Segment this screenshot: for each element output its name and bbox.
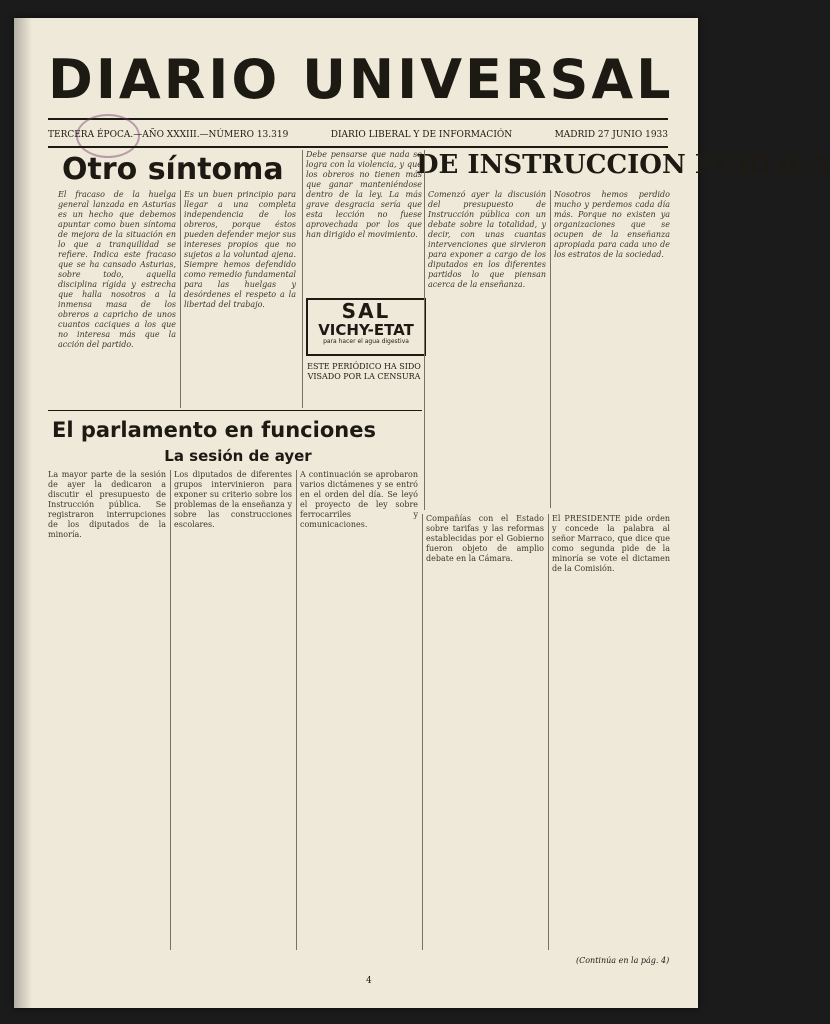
column-divider bbox=[548, 514, 549, 950]
paper-slogan: DIARIO LIBERAL Y DE INFORMACIÓN bbox=[330, 130, 513, 140]
censorship-notice: ESTE PERIÓDICO HA SIDO VISADO POR LA CENSURA bbox=[307, 362, 421, 381]
ad-brand-line: SAL bbox=[341, 299, 391, 323]
column-divider bbox=[302, 150, 303, 408]
parlamento-column-4: Compañías con el Estado sobre tarifas y las reformas establecidas por el Gobierno fueron objeto de amplio debate en la Cámara. bbox=[426, 514, 544, 563]
masthead: DIARIO UNIVERSAL bbox=[48, 48, 674, 111]
headline-parlamento: El parlamento en funciones bbox=[52, 418, 376, 442]
vichy-etat-ad bbox=[306, 298, 426, 356]
otro-sintoma-column-2: Es un buen principio para llegar a una completa independencia de los obreros, porque éstos pueden defender mejor sus intereses propios que no sujetos a la voluntad ajena. Siempre hemos defendido como remedio fundamental para las huelgas y desórdenes el respeto a la libertad del trabajo. bbox=[184, 190, 296, 309]
column-divider bbox=[422, 514, 423, 950]
issue-number: TERCERA ÉPOCA.—AÑO XXXIII.—NÚMERO 13.319 bbox=[48, 130, 289, 140]
headline-instruccion-publica: DE INSTRUCCION PUBLICA bbox=[416, 150, 830, 180]
instruccion-column-1: Comenzó ayer la discusión del presupuesto de Instrucción pública con un debate sobre la totalidad, y decir, con unas cuantas intervenciones que sirvieron para exponer a cargo de los diputados en los diferentes partidos lo que piensan acerca de la enseñanza. bbox=[428, 190, 546, 289]
parlamento-column-1: La mayor parte de la sesión de ayer la dedicaron a discutir el presupuesto de Instrucción pública. Se registraron interrupciones de los diputados de la minoría. bbox=[48, 470, 166, 539]
column-divider bbox=[424, 150, 425, 510]
parlamento-column-3: A continuación se aprobaron varios dictámenes y se entró en el orden del día. Se leyó el proyecto de ley sobre ferrocarriles y comunicaciones. bbox=[300, 470, 418, 529]
issue-date: MADRID 27 JUNIO 1933 bbox=[554, 130, 668, 140]
otro-sintoma-column-3: Debe pensarse que nada se logra con la violencia, y que los obreros no tienen más que ganar manteniéndose dentro de la ley. La más grave desgracia sería que esta lección no fuese aprovechada por los que han dirigido el movimiento. bbox=[306, 150, 422, 239]
continued-note: (Continúa en la pág. 4) bbox=[576, 956, 670, 965]
column-divider bbox=[296, 470, 297, 950]
otro-sintoma-column-1: El fracaso de la huelga general lanzada en Asturias es un hecho que debemos apuntar como buen síntoma de mejora de la situación en lo que a tranquilidad se refiere. Indica este fracaso que se ha cansado Asturias, sobre todo, aquella disciplina rígida y estrecha que halla nosotros a la inmensa masa de los obreros a capricho de unos cuantos caciques a los que no interesa más que la acción del partido. bbox=[58, 190, 176, 349]
page-folio: 4 bbox=[366, 976, 372, 986]
instruccion-column-2: Nosotros hemos perdido mucho y perdemos cada día más. Porque no existen ya organizaciones que se ocupen de la enseñanza apropiada para cada uno de los estratos de la sociedad. bbox=[554, 190, 670, 259]
column-divider bbox=[180, 190, 181, 408]
binding-shadow bbox=[14, 18, 32, 1008]
subheadline-sesion: La sesión de ayer bbox=[164, 447, 312, 465]
column-divider bbox=[550, 190, 551, 508]
column-divider bbox=[170, 470, 171, 950]
section-rule bbox=[48, 410, 422, 411]
parlamento-column-5: El PRESIDENTE pide orden y concede la palabra al señor Marraco, que dice que como segunda pide de la minoría se vote el dictamen de la Comisión. bbox=[552, 514, 670, 573]
ad-tagline: para hacer el agua digestiva bbox=[323, 338, 409, 345]
newspaper-page bbox=[14, 18, 830, 1008]
masthead-rule bbox=[48, 118, 668, 120]
headline-otro-sintoma: Otro síntoma bbox=[62, 152, 284, 187]
parlamento-column-2: Los diputados de diferentes grupos intervinieron para exponer su criterio sobre los problemas de la enseñanza y sobre las construcciones escolares. bbox=[174, 470, 292, 529]
ad-product-line: VICHY-ETAT bbox=[318, 321, 414, 339]
info-bar bbox=[48, 128, 668, 142]
